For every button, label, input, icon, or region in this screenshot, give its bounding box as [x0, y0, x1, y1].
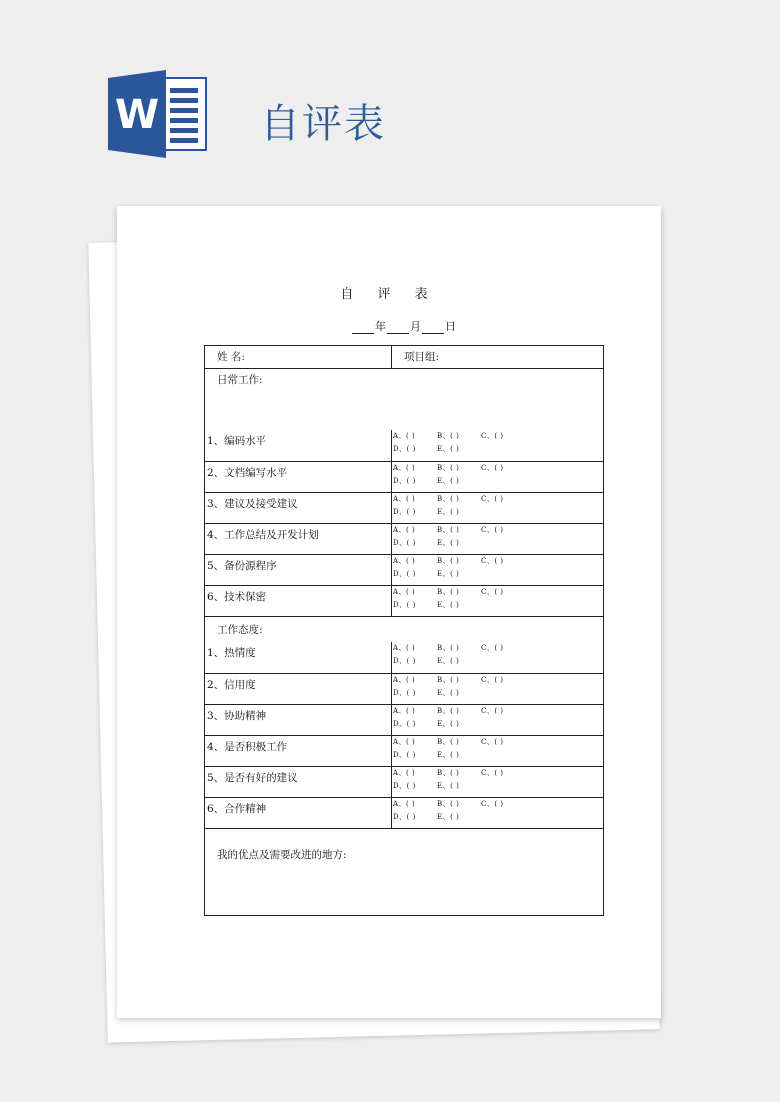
- option-b[interactable]: B、( ): [437, 464, 460, 472]
- option-c[interactable]: C、( ): [481, 588, 504, 596]
- strengths-row: [205, 828, 603, 915]
- criterion-label: 4、是否积极工作: [205, 736, 392, 766]
- rating-row: [205, 461, 603, 492]
- rating-options: [392, 493, 603, 523]
- option-b[interactable]: B、( ): [437, 738, 460, 746]
- document-title: 自 评 表: [340, 287, 438, 302]
- option-a[interactable]: A、( ): [393, 432, 416, 440]
- option-b[interactable]: B、( ): [437, 676, 460, 684]
- option-c[interactable]: C、( ): [481, 769, 504, 777]
- option-c[interactable]: C、( ): [481, 738, 504, 746]
- year-blank[interactable]: [352, 321, 374, 334]
- attitude-row: [205, 616, 603, 642]
- option-d[interactable]: D、( ): [393, 539, 416, 547]
- day-blank[interactable]: [422, 321, 444, 334]
- rating-row: [205, 523, 603, 554]
- year-label: 年: [375, 320, 386, 333]
- option-b[interactable]: B、( ): [437, 769, 460, 777]
- rating-options: [392, 430, 603, 461]
- month-blank[interactable]: [387, 321, 409, 334]
- rating-row: [205, 735, 603, 766]
- rating-row: [205, 797, 603, 828]
- word-app-letter: W: [114, 92, 160, 138]
- option-d[interactable]: D、( ): [393, 751, 416, 759]
- option-a[interactable]: A、( ): [393, 495, 416, 503]
- criterion-label: 1、编码水平: [205, 430, 392, 461]
- option-e[interactable]: E、( ): [437, 601, 460, 609]
- option-a[interactable]: A、( ): [393, 769, 416, 777]
- option-e[interactable]: E、( ): [437, 508, 460, 516]
- criterion-label: 2、文档编写水平: [205, 462, 392, 492]
- daily-work-label: 日常工作:: [217, 374, 263, 386]
- criterion-label: 2、信用度: [205, 674, 392, 704]
- project-label: 项目组:: [404, 351, 440, 363]
- rating-options: [392, 798, 603, 828]
- rating-row: [205, 704, 603, 735]
- strengths-label: 我的优点及需要改进的地方:: [217, 849, 347, 861]
- criterion-label: 3、协助精神: [205, 705, 392, 735]
- option-e[interactable]: E、( ): [437, 813, 460, 821]
- option-e[interactable]: E、( ): [437, 657, 460, 665]
- daily-work-row: [205, 368, 603, 430]
- option-a[interactable]: A、( ): [393, 738, 416, 746]
- rating-row: [205, 766, 603, 797]
- option-b[interactable]: B、( ): [437, 432, 460, 440]
- option-c[interactable]: C、( ): [481, 432, 504, 440]
- option-d[interactable]: D、( ): [393, 445, 416, 453]
- rating-row: [205, 673, 603, 704]
- option-d[interactable]: D、( ): [393, 477, 416, 485]
- option-a[interactable]: A、( ): [393, 464, 416, 472]
- day-label: 日: [445, 320, 456, 333]
- rating-options: [392, 586, 603, 616]
- option-d[interactable]: D、( ): [393, 689, 416, 697]
- option-b[interactable]: B、( ): [437, 495, 460, 503]
- rating-options: [392, 642, 603, 673]
- option-e[interactable]: E、( ): [437, 720, 460, 728]
- option-b[interactable]: B、( ): [437, 557, 460, 565]
- word-app-icon: [108, 70, 208, 158]
- option-e[interactable]: E、( ): [437, 445, 460, 453]
- rating-options: [392, 555, 603, 585]
- option-d[interactable]: D、( ): [393, 782, 416, 790]
- evaluation-form: [204, 345, 604, 916]
- criterion-label: 5、备份源程序: [205, 555, 392, 585]
- option-a[interactable]: A、( ): [393, 588, 416, 596]
- header-row: [205, 346, 603, 368]
- option-c[interactable]: C、( ): [481, 800, 504, 808]
- option-b[interactable]: B、( ): [437, 707, 460, 715]
- option-c[interactable]: C、( ): [481, 557, 504, 565]
- option-a[interactable]: A、( ): [393, 526, 416, 534]
- option-b[interactable]: B、( ): [437, 526, 460, 534]
- option-a[interactable]: A、( ): [393, 644, 416, 652]
- option-a[interactable]: A、( ): [393, 800, 416, 808]
- option-d[interactable]: D、( ): [393, 570, 416, 578]
- option-e[interactable]: E、( ): [437, 477, 460, 485]
- option-b[interactable]: B、( ): [437, 588, 460, 596]
- rating-options: [392, 705, 603, 735]
- option-c[interactable]: C、( ): [481, 644, 504, 652]
- option-d[interactable]: D、( ): [393, 657, 416, 665]
- option-d[interactable]: D、( ): [393, 601, 416, 609]
- option-e[interactable]: E、( ): [437, 539, 460, 547]
- option-c[interactable]: C、( ): [481, 464, 504, 472]
- banner-title: 自评表: [260, 101, 386, 147]
- rating-options: [392, 736, 603, 766]
- criterion-label: 4、工作总结及开发计划: [205, 524, 392, 554]
- option-e[interactable]: E、( ): [437, 751, 460, 759]
- criterion-label: 1、热情度: [205, 642, 392, 673]
- criterion-label: 5、是否有好的建议: [205, 767, 392, 797]
- option-a[interactable]: A、( ): [393, 557, 416, 565]
- document-page: [117, 206, 661, 1018]
- month-label: 月: [410, 320, 421, 333]
- rating-options: [392, 674, 603, 704]
- option-c[interactable]: C、( ): [481, 707, 504, 715]
- rating-options: [392, 524, 603, 554]
- criterion-label: 6、技术保密: [205, 586, 392, 616]
- option-e[interactable]: E、( ): [437, 782, 460, 790]
- option-c[interactable]: C、( ): [481, 676, 504, 684]
- option-b[interactable]: B、( ): [437, 644, 460, 652]
- option-a[interactable]: A、( ): [393, 676, 416, 684]
- name-label: 姓 名:: [205, 346, 392, 368]
- option-b[interactable]: B、( ): [437, 800, 460, 808]
- rating-row: [205, 554, 603, 585]
- option-a[interactable]: A、( ): [393, 707, 416, 715]
- attitude-label: 工作态度:: [217, 624, 263, 636]
- criterion-label: 6、合作精神: [205, 798, 392, 828]
- option-e[interactable]: E、( ): [437, 689, 460, 697]
- option-d[interactable]: D、( ): [393, 813, 416, 821]
- option-e[interactable]: E、( ): [437, 570, 460, 578]
- rating-row: [205, 585, 603, 616]
- criterion-label: 3、建议及接受建议: [205, 493, 392, 523]
- rating-row: [205, 642, 603, 673]
- rating-options: [392, 462, 603, 492]
- date-line: [351, 318, 456, 334]
- option-c[interactable]: C、( ): [481, 526, 504, 534]
- rating-options: [392, 767, 603, 797]
- option-c[interactable]: C、( ): [481, 495, 504, 503]
- option-d[interactable]: D、( ): [393, 508, 416, 516]
- option-d[interactable]: D、( ): [393, 720, 416, 728]
- rating-row: [205, 430, 603, 461]
- rating-row: [205, 492, 603, 523]
